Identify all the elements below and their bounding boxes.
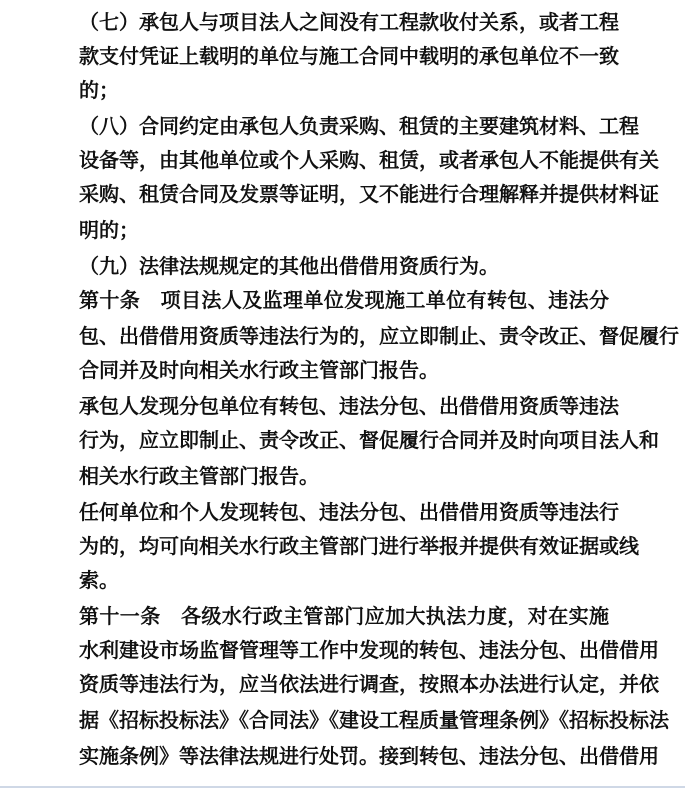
text-line: 第十一条 各级水行政主管部门应加大执法力度，对在实施 xyxy=(79,604,609,628)
text-line: 的； xyxy=(79,78,119,102)
text-line: 资质等违法行为，应当依法进行调查，按照本办法进行认定，并依 xyxy=(79,672,659,696)
text-line: 承包人发现分包单位有转包、违法分包、出借借用资质等违法 xyxy=(79,394,619,418)
text-line: 实施条例》等法律法规进行处罚。接到转包、违法分包、出借借用 xyxy=(79,744,659,768)
text-line: 设备等，由其他单位或个人采购、租赁，或者承包人不能提供有关 xyxy=(79,148,659,172)
text-line: 索。 xyxy=(79,568,119,592)
text-line: 合同并及时向相关水行政主管部门报告。 xyxy=(79,358,439,382)
text-line: 相关水行政主管部门报告。 xyxy=(79,464,319,488)
text-line: 款支付凭证上载明的单位与施工合同中载明的承包单位不一致 xyxy=(79,44,619,68)
text-line: 第十条 项目法人及监理单位发现施工单位有转包、违法分 xyxy=(79,288,609,312)
text-line: （八）合同约定由承包人负责采购、租赁的主要建筑材料、工程 xyxy=(79,114,639,138)
text-line: 为的，均可向相关水行政主管部门进行举报并提供有效证据或线 xyxy=(79,534,639,558)
text-line: 任何单位和个人发现转包、违法分包、出借借用资质等违法行 xyxy=(79,500,619,524)
page-bottom-rule xyxy=(0,786,685,788)
text-line: 明的； xyxy=(79,218,139,242)
text-line: 采购、租赁合同及发票等证明，又不能进行合理解释并提供材料证 xyxy=(79,182,659,206)
text-line: （九）法律法规规定的其他出借借用资质行为。 xyxy=(79,254,499,278)
text-line: 水利建设市场监督管理等工作中发现的转包、违法分包、出借借用 xyxy=(79,638,659,662)
text-line: 据《招标投标法》《合同法》《建设工程质量管理条例》《招标投标法 xyxy=(79,708,669,732)
text-line: （七）承包人与项目法人之间没有工程款收付关系，或者工程 xyxy=(79,10,619,34)
text-line: 包、出借借用资质等违法行为的，应立即制止、责令改正、督促履行 xyxy=(79,324,679,348)
text-line: 行为，应立即制止、责令改正、督促履行合同并及时向项目法人和 xyxy=(79,428,659,452)
